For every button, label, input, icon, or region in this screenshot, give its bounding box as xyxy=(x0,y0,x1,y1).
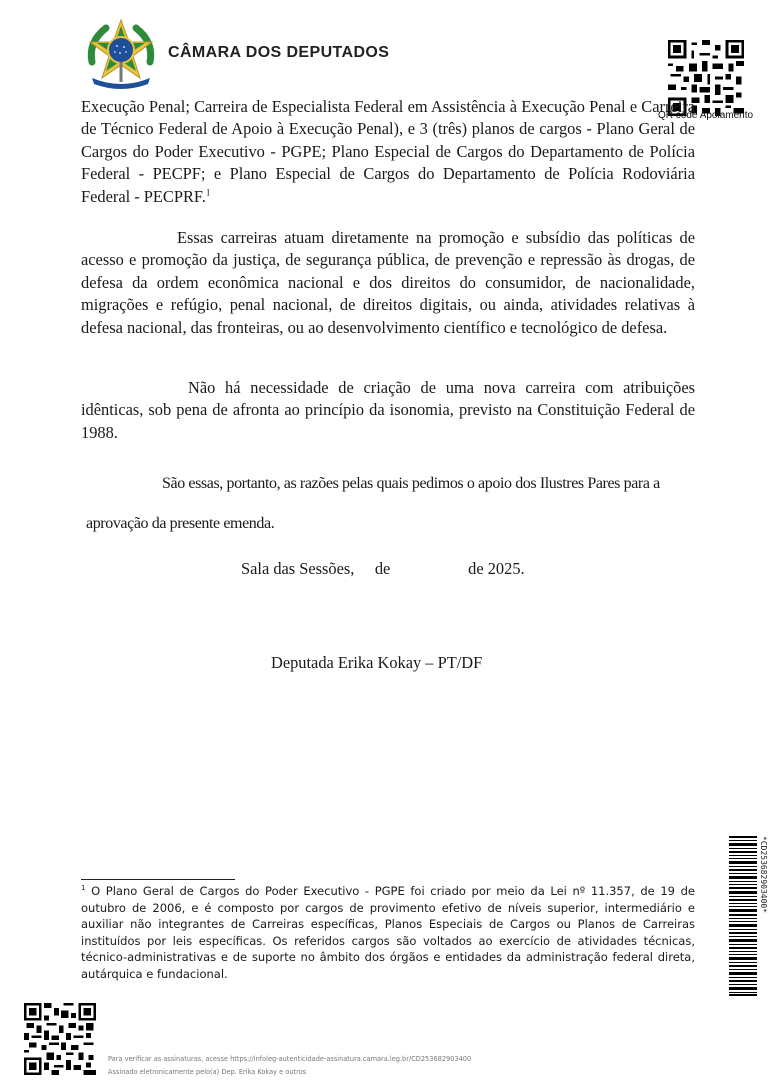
verification-qr-code-icon[interactable] xyxy=(24,1003,96,1075)
paragraph-career-roles: Essas carreiras atuam diretamente na promoção e subsídio das políticas de acesso e promoção da justiça, de segurança pública, de prevenção e repressão às drogas, de defesa da ordem econômica nacional e dos direitos do consumidor, de nacionalidade, migrações e refúgio, penal nacional, de direitos digitais, ou ainda, atividades relativas à defesa nacional, das fronteiras, ou ao desenvolvimento científico e tecnológico de defesa. xyxy=(81,228,695,337)
paragraph-careers-text: Execução Penal; Carreira de Especialista Federal em Assistência à Execução Penal e Carreira de Técnico Federal de Apoio à Execução Penal), e 3 (três) planos de cargos - Plano Geral de Cargos do Poder Executivo - PGPE; Plano Especial de Cargos do Departamento de Polícia Federal - PECPF; e Plano Especial de Cargos do Departamento de Polícia Rodoviária Federal - PECPRF. xyxy=(81,97,695,206)
footnote-marker: 1 xyxy=(81,884,86,893)
footnote-reference[interactable]: 1 xyxy=(205,187,211,198)
coat-of-arms-icon xyxy=(84,16,158,90)
organization-name: CÂMARA DOS DEPUTADOS xyxy=(168,44,390,61)
verification-signed-by: Assinado eletronicamente pelo(a) Dep. Erika Kokay e outros xyxy=(108,1068,307,1076)
qr-code-label: QR code Apoiamento xyxy=(658,110,754,121)
verification-notice xyxy=(108,1053,471,1079)
footnote xyxy=(81,883,695,983)
paragraph-isonomy: Não há necessidade de criação de uma nova carreira com atribuições idênticas, sob pena de afronta ao princípio da isonomia, previsto na Constituição Federal de 1988. xyxy=(81,378,695,442)
paragraph-conclusion: São essas, portanto, as razões pelas quais pedimos o apoio dos Ilustres Pares para a aprovação da presente emenda. xyxy=(86,475,660,532)
paragraph-careers-list xyxy=(81,96,695,208)
footnote-text: O Plano Geral de Cargos do Poder Executivo - PGPE foi criado por meio da Lei nº 11.357, de 19 de outubro de 2006, e é composto por cargos de provimento efetivo de níveis superior, intermediário e auxiliar não integrantes de Carreiras específicas, Planos Especiais de Cargos ou Planos de Carreiras instituídos por leis específicas. Os referidos cargos são voltados ao exercício de atividades técnicas, técnico-administrativas e de suporte no âmbito dos órgãos e entidades da administração federal direta, autárquica e fundacional. xyxy=(81,884,695,981)
session-date-line: Sala das Sessões, de de 2025. xyxy=(241,559,525,578)
barcode-code: *CD253682903400* xyxy=(759,836,768,914)
footnote-divider xyxy=(81,879,235,880)
signer-name: Deputada Erika Kokay – PT/DF xyxy=(271,653,483,672)
barcode-icon xyxy=(729,836,757,996)
verification-url[interactable]: Para verificar as assinaturas, acesse https://infoleg-autenticidade-assinatura.camara.leg.br/CD253682903400 xyxy=(108,1055,472,1063)
